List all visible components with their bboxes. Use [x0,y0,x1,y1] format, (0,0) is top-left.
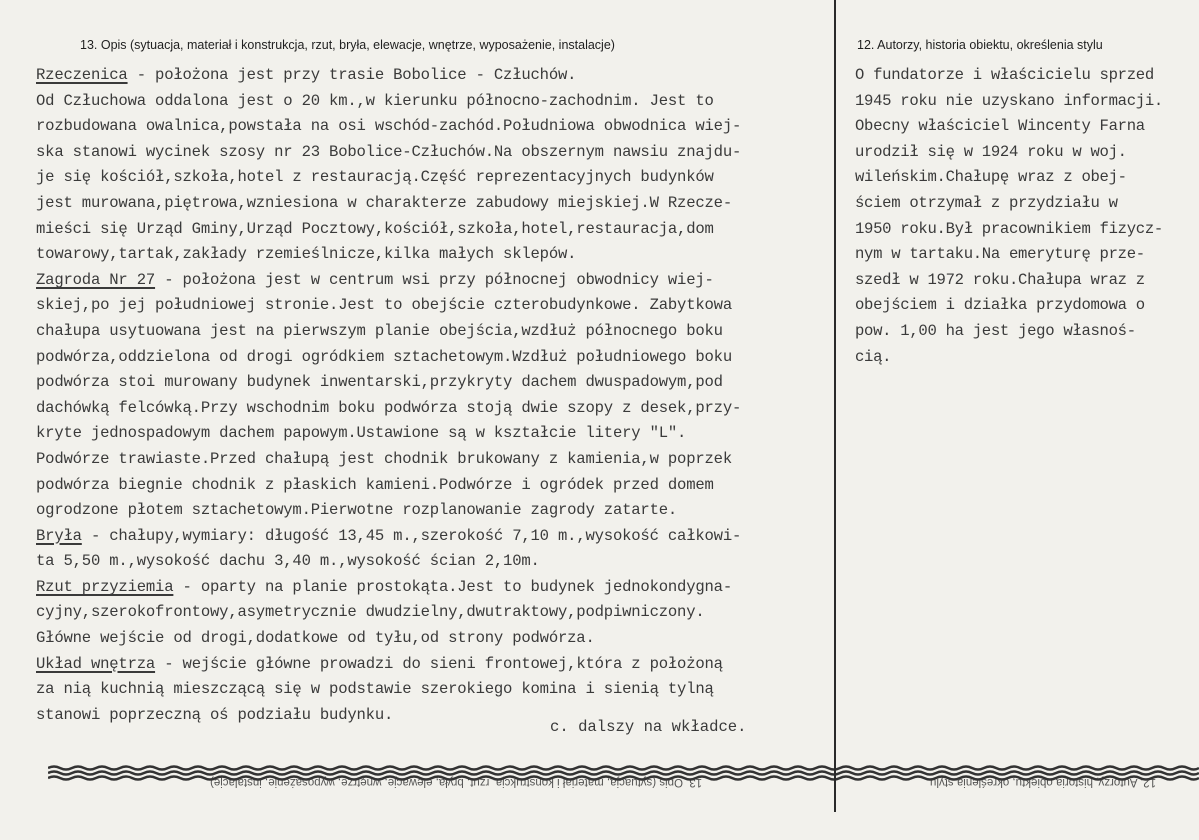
history-line: Obecny właściciel Wincenty Farna [855,117,1145,136]
description-line [36,242,831,268]
history-line: cią. [855,347,892,366]
line-text: - położona jest przy trasie Bobolice - Człuchów. [127,66,577,84]
description-line [36,319,831,345]
description-line [36,345,831,371]
line-text: rozbudowana owalnica,powstała na osi wschód-zachód.Południowa obwodnica wiej- [36,117,742,136]
line-text: za nią kuchnią mieszczącą się w podstawie szerokiego komina i sienią tylną [36,680,714,699]
line-text: - chałupy,wymiary: długość 13,45 m.,szerokość 7,10 m.,wysokość całkowi- [81,526,742,545]
line-text: mieści się Urząd Gminy,Urząd Pocztowy,kościół,szkoła,hotel,restauracja,dom [36,219,714,238]
history-line: O fundatorze i właścicielu sprzed [855,66,1154,84]
description-line [36,473,831,499]
line-text: ska stanowi wycinek szosy nr 23 Bobolice-Człuchów.Na obszernym nawsiu znajdu- [36,142,742,161]
history-line: 1950 roku.Był pracownikiem fizycz- [855,219,1163,238]
history-line: pow. 1,00 ha jest jego własnoś- [855,321,1136,340]
line-text: cyjny,szerokofrontowy,asymetrycznie dwudzielny,dwutraktowy,podpiwniczony. [36,603,705,622]
footer-divider [834,760,836,812]
description-line [36,626,831,652]
line-text: dachówką felcówką.Przy wschodnim boku podwórza stoją dwie szopy z desek,przy- [36,398,742,417]
description-text-block [36,63,831,728]
line-text: Podwórze trawiaste.Przed chałupą jest chodnik brukowany z kamienia,w poprzek [36,449,732,468]
line-text: je się kościół,szkoła,hotel z restauracją.Część reprezentacyjnych budynków [36,168,714,187]
description-line [36,140,831,166]
description-section-title: 13. Opis (sytuacja, materiał i konstrukcja, rzut, bryła, elewacje, wnętrze, wyposażenie, instalacje) [80,38,615,52]
description-line [36,370,831,396]
continuation-note: c. dalszy na wkładce. [550,718,747,736]
description-line [36,498,831,524]
line-text: - oparty na planie prostokąta.Jest to budynek jednokondygna- [173,577,732,596]
description-line [36,421,831,447]
line-text: skiej,po jej południowej stronie.Jest to obejście czterobudynkowe. Zabytkowa [36,296,732,315]
column-divider [834,0,836,812]
description-line [36,549,831,575]
mirrored-history-title: 12. Autorzy, historia obiektu, określenia stylu [930,776,1157,788]
line-text: jest murowana,piętrowa,wzniesiona w charakterze zabudowy miejskiej.W Rzecze- [36,193,732,212]
line-text: stanowi poprzeczną oś podziału budynku. [36,705,394,724]
description-line [36,293,831,319]
description-line [36,63,831,89]
description-line [36,677,831,703]
line-text: podwórza stoi murowany budynek inwentarski,przykryty dachem dwuspadowym,pod [36,373,723,392]
line-text: - wejście główne prowadzi do sieni frontowej,która z położoną [155,654,723,673]
history-line: szedł w 1972 roku.Chałupa wraz z [855,270,1145,289]
description-line [36,268,831,294]
description-line [36,396,831,422]
section-heading: Rzut przyziemia [36,577,174,596]
line-text: ta 5,50 m.,wysokość dachu 3,40 m.,wysokość ścian 2,10m. [36,552,540,571]
history-line: wileńskim.Chałupę wraz z obej- [855,168,1127,187]
line-text: towarowy,tartak,zakłady rzemieślnicze,kilka małych sklepów. [36,245,577,264]
description-line [36,447,831,473]
description-line [36,165,831,191]
line-text: Główne wejście od drogi,dodatkowe od tyłu,od strony podwórza. [36,629,595,648]
description-line [36,89,831,115]
section-heading: Rzeczenica [36,66,128,84]
description-line [36,600,831,626]
line-text: Od Człuchowa oddalona jest o 20 km.,w kierunku północno-zachodnim. Jest to [36,91,714,110]
line-text: podwórza biegnie chodnik z płaskich kamieni.Podwórze i ogródek przed domem [36,475,714,494]
mirrored-description-title: 13. Opis (sytuacja, materiał i konstrukcja, rzut, bryła, elewacje, wnętrze, wyposażenie, instalacje) [210,776,703,788]
line-text: - położona jest w centrum wsi przy północnej obwodnicy wiej- [155,270,714,289]
section-heading: Układ wnętrza [36,654,156,673]
history-text-block [855,63,1195,370]
line-text: podwórza,oddzielona od drogi ogródkiem sztachetowym.Wzdłuż południowego boku [36,347,732,366]
description-line [36,524,831,550]
description-line [36,114,831,140]
authors-history-section-title: 12. Autorzy, historia obiektu, określenia stylu [857,38,1103,52]
history-line: 1945 roku nie uzyskano informacji. [855,91,1163,110]
section-heading: Bryła [36,526,82,545]
description-line [36,191,831,217]
description-line [36,652,831,678]
line-text: chałupa usytuowana jest na pierwszym planie obejścia,wzdłuż północnego boku [36,321,723,340]
history-line: obejściem i działka przydomowa o [855,296,1145,315]
history-line: urodził się w 1924 roku w woj. [855,142,1127,161]
description-line [36,575,831,601]
section-heading: Zagroda Nr 27 [36,270,156,289]
line-text: ogrodzone płotem sztachetowym.Pierwotne rozplanowanie zagrody zatarte. [36,501,678,520]
line-text: kryte jednospadowym dachem papowym.Ustawione są w kształcie litery "L". [36,424,687,443]
description-line [36,217,831,243]
history-line: nym w tartaku.Na emeryturę prze- [855,245,1145,264]
history-line: ściem otrzymał z przydziału w [855,193,1118,212]
